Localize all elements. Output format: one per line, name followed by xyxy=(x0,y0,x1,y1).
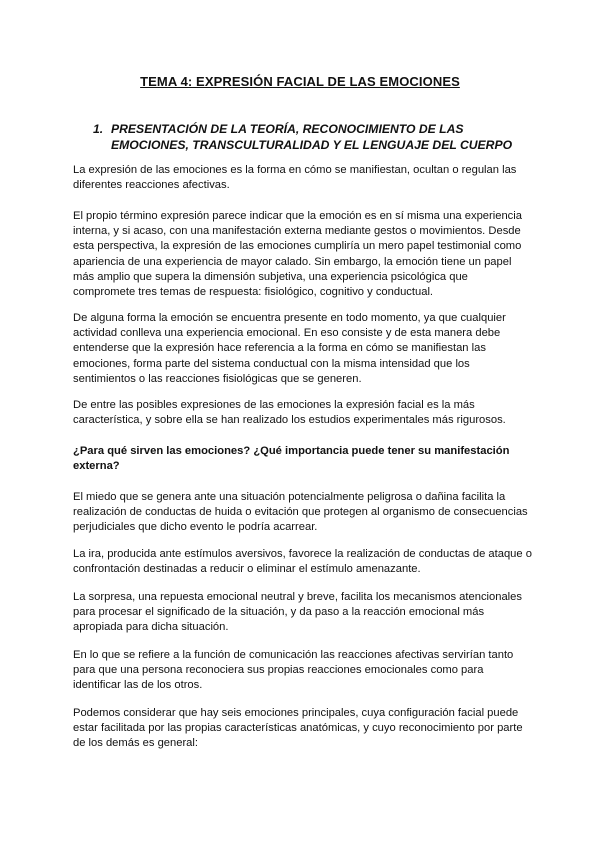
section-number: 1. xyxy=(93,122,104,136)
paragraph: La sorpresa, una repuesta emocional neutral y breve, facilita los mecanismos atencionales para procesar el significado de la situación, y da paso a la reacción emocional más apropiada para dicha situación. xyxy=(73,591,522,634)
question-heading: ¿Para qué sirven las emociones? ¿Qué importancia puede tener su manifestación externa? xyxy=(73,445,510,473)
paragraph: La ira, producida ante estímulos aversivos, favorece la realización de conductas de ataque o confrontación destinadas a reducir o eliminar el estímulo amenazante. xyxy=(73,548,532,576)
paragraph: El propio término expresión parece indicar que la emoción es en sí misma una experiencia interna, y si acaso, con una manifestación externa mediante gestos o movimientos. Desde esta perspectiva, la expresión de las emociones cumpliría un mero papel testimonial como apariencia de una experiencia de mayor calado. Sin embargo, la emoción tiene un papel más amplio que supera la dimensión subjetiva, una experiencia psicológica que compromete tres temas de respuesta: fisiológico, cognitivo y conductual. xyxy=(73,210,522,299)
paragraph: La expresión de las emociones es la forma en cómo se manifiestan, ocultan o regulan las diferentes reacciones afectivas. xyxy=(73,164,517,192)
paragraph: De entre las posibles expresiones de las emociones la expresión facial es la más característica, y sobre ella se han realizado los estudios experimentales más rigurosos. xyxy=(73,399,506,427)
paragraph: De alguna forma la emoción se encuentra presente en todo momento, ya que cualquier actividad conlleva una experiencia emocional. En eso consiste y de esta manera debe entenderse que la expresión hace referencia a la forma en cómo se manifiestan las emociones, forma parte del sistema conductual con la misma intensidad que los sentimientos o las reacciones fisiológicas que se generen. xyxy=(73,312,506,385)
section-title: PRESENTACIÓN DE LA TEORÍA, RECONOCIMIENTO DE LAS EMOCIONES, TRANSCULTURALIDAD Y EL LENGUAJE DEL CUERPO xyxy=(111,122,513,152)
section-heading xyxy=(93,121,533,153)
paragraph: En lo que se refiere a la función de comunicación las reacciones afectivas servirían tanto para que una persona reconociera sus propias reacciones emocionales como para identificar las de los otros. xyxy=(73,649,514,692)
document-title: TEMA 4: EXPRESIÓN FACIAL DE LAS EMOCIONES xyxy=(140,74,460,89)
paragraph: Podemos considerar que hay seis emociones principales, cuya configuración facial puede estar facilitada por las propias características anatómicas, y cuyo reconocimiento por parte de los demás es general: xyxy=(73,707,523,750)
paragraph: El miedo que se genera ante una situación potencialmente peligrosa o dañina facilita la realización de conductas de huida o evitación que protegen al organismo de consecuencias perjudiciales que dicho evento le podría acarrear. xyxy=(73,491,528,534)
